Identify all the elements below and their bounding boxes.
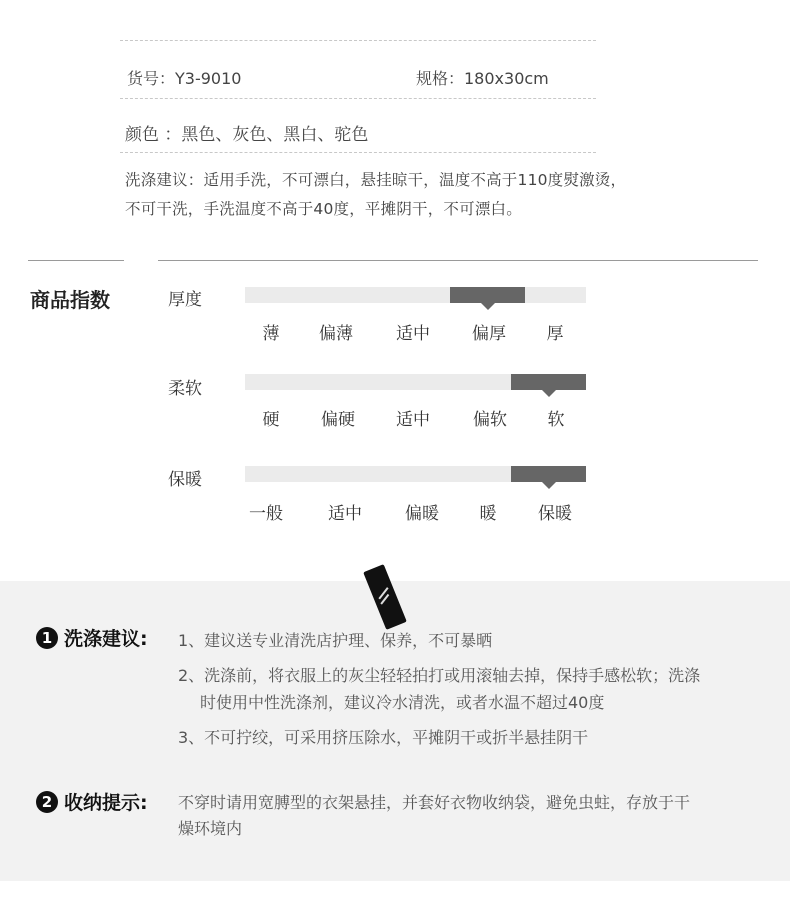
storage-tips-line: 燥环境内 — [178, 819, 243, 838]
washing-advice-label: 洗涤建议: — [64, 628, 148, 650]
item-number: 货号：Y3-9010 — [127, 69, 242, 88]
washing-advice-item: 1、建议送专业清洗店护理、保养，不可暴晒 — [178, 631, 493, 650]
scale-label: 适中 — [328, 504, 362, 524]
index-rule-left — [28, 260, 124, 261]
scale-label: 适中 — [396, 324, 430, 344]
scale-label: 偏薄 — [319, 324, 353, 344]
washing-advice-title — [36, 624, 148, 651]
scale-label: 厚 — [546, 324, 564, 344]
spec-divider-middle — [120, 98, 596, 99]
color-options: 颜色 ：黑色、灰色、黑白、驼色 — [125, 125, 369, 145]
spec-divider-top — [120, 40, 596, 41]
metric-track-warmth — [245, 466, 586, 482]
product-index-title: 商品指数 — [30, 288, 110, 312]
scale-label: 硬 — [262, 410, 280, 430]
number-two-icon: 2 — [36, 791, 58, 813]
metric-track-softness — [245, 374, 586, 390]
scale-label: 偏软 — [473, 410, 507, 430]
storage-tips-label: 收纳提示: — [64, 792, 148, 814]
washing-advice-item: 3、不可拧绞，可采用挤压除水，平摊阴干或折半悬挂阴干 — [178, 728, 589, 747]
spec-divider-bottom — [120, 152, 596, 153]
scale-label: 偏硬 — [321, 410, 355, 430]
washing-advice-item: 2、洗涤前，将衣服上的灰尘轻轻拍打或用滚轴去掉，保持手感松软；洗涤 — [178, 666, 701, 685]
size-spec: 规格：180x30cm — [416, 69, 549, 88]
scale-label: 偏暖 — [405, 504, 439, 524]
scale-label: 暖 — [479, 504, 497, 524]
storage-tips-title — [36, 788, 148, 815]
scale-label: 保暖 — [538, 504, 572, 524]
index-rule-right — [158, 260, 758, 261]
scale-label: 薄 — [262, 324, 280, 344]
metric-indicator-softness — [511, 374, 586, 390]
storage-tips-line: 不穿时请用宽膊型的衣架悬挂，并套好衣物收纳袋，避免虫蛀，存放于干 — [178, 793, 691, 812]
metric-track-thickness — [245, 287, 586, 303]
care-note-line-1: 洗涤建议：适用手洗，不可漂白，悬挂晾干，温度不高于110度熨激烫， — [125, 171, 627, 189]
scale-label: 一般 — [249, 504, 283, 524]
scale-label: 适中 — [396, 410, 430, 430]
number-one-icon: 1 — [36, 627, 58, 649]
washing-advice-item: 时使用中性洗涤剂，建议冷水清洗，或者水温不超过40度 — [200, 693, 605, 712]
metric-label-thickness: 厚度 — [168, 290, 202, 310]
metric-label-softness: 柔软 — [168, 379, 202, 399]
scale-label: 软 — [547, 410, 565, 430]
metric-label-warmth: 保暖 — [168, 470, 202, 490]
scale-label: 偏厚 — [472, 324, 506, 344]
metric-indicator-warmth — [511, 466, 586, 482]
care-note-line-2: 不可干洗，手洗温度不高于40度，平摊阴干，不可漂白。 — [125, 200, 522, 218]
metric-indicator-thickness — [450, 287, 525, 303]
